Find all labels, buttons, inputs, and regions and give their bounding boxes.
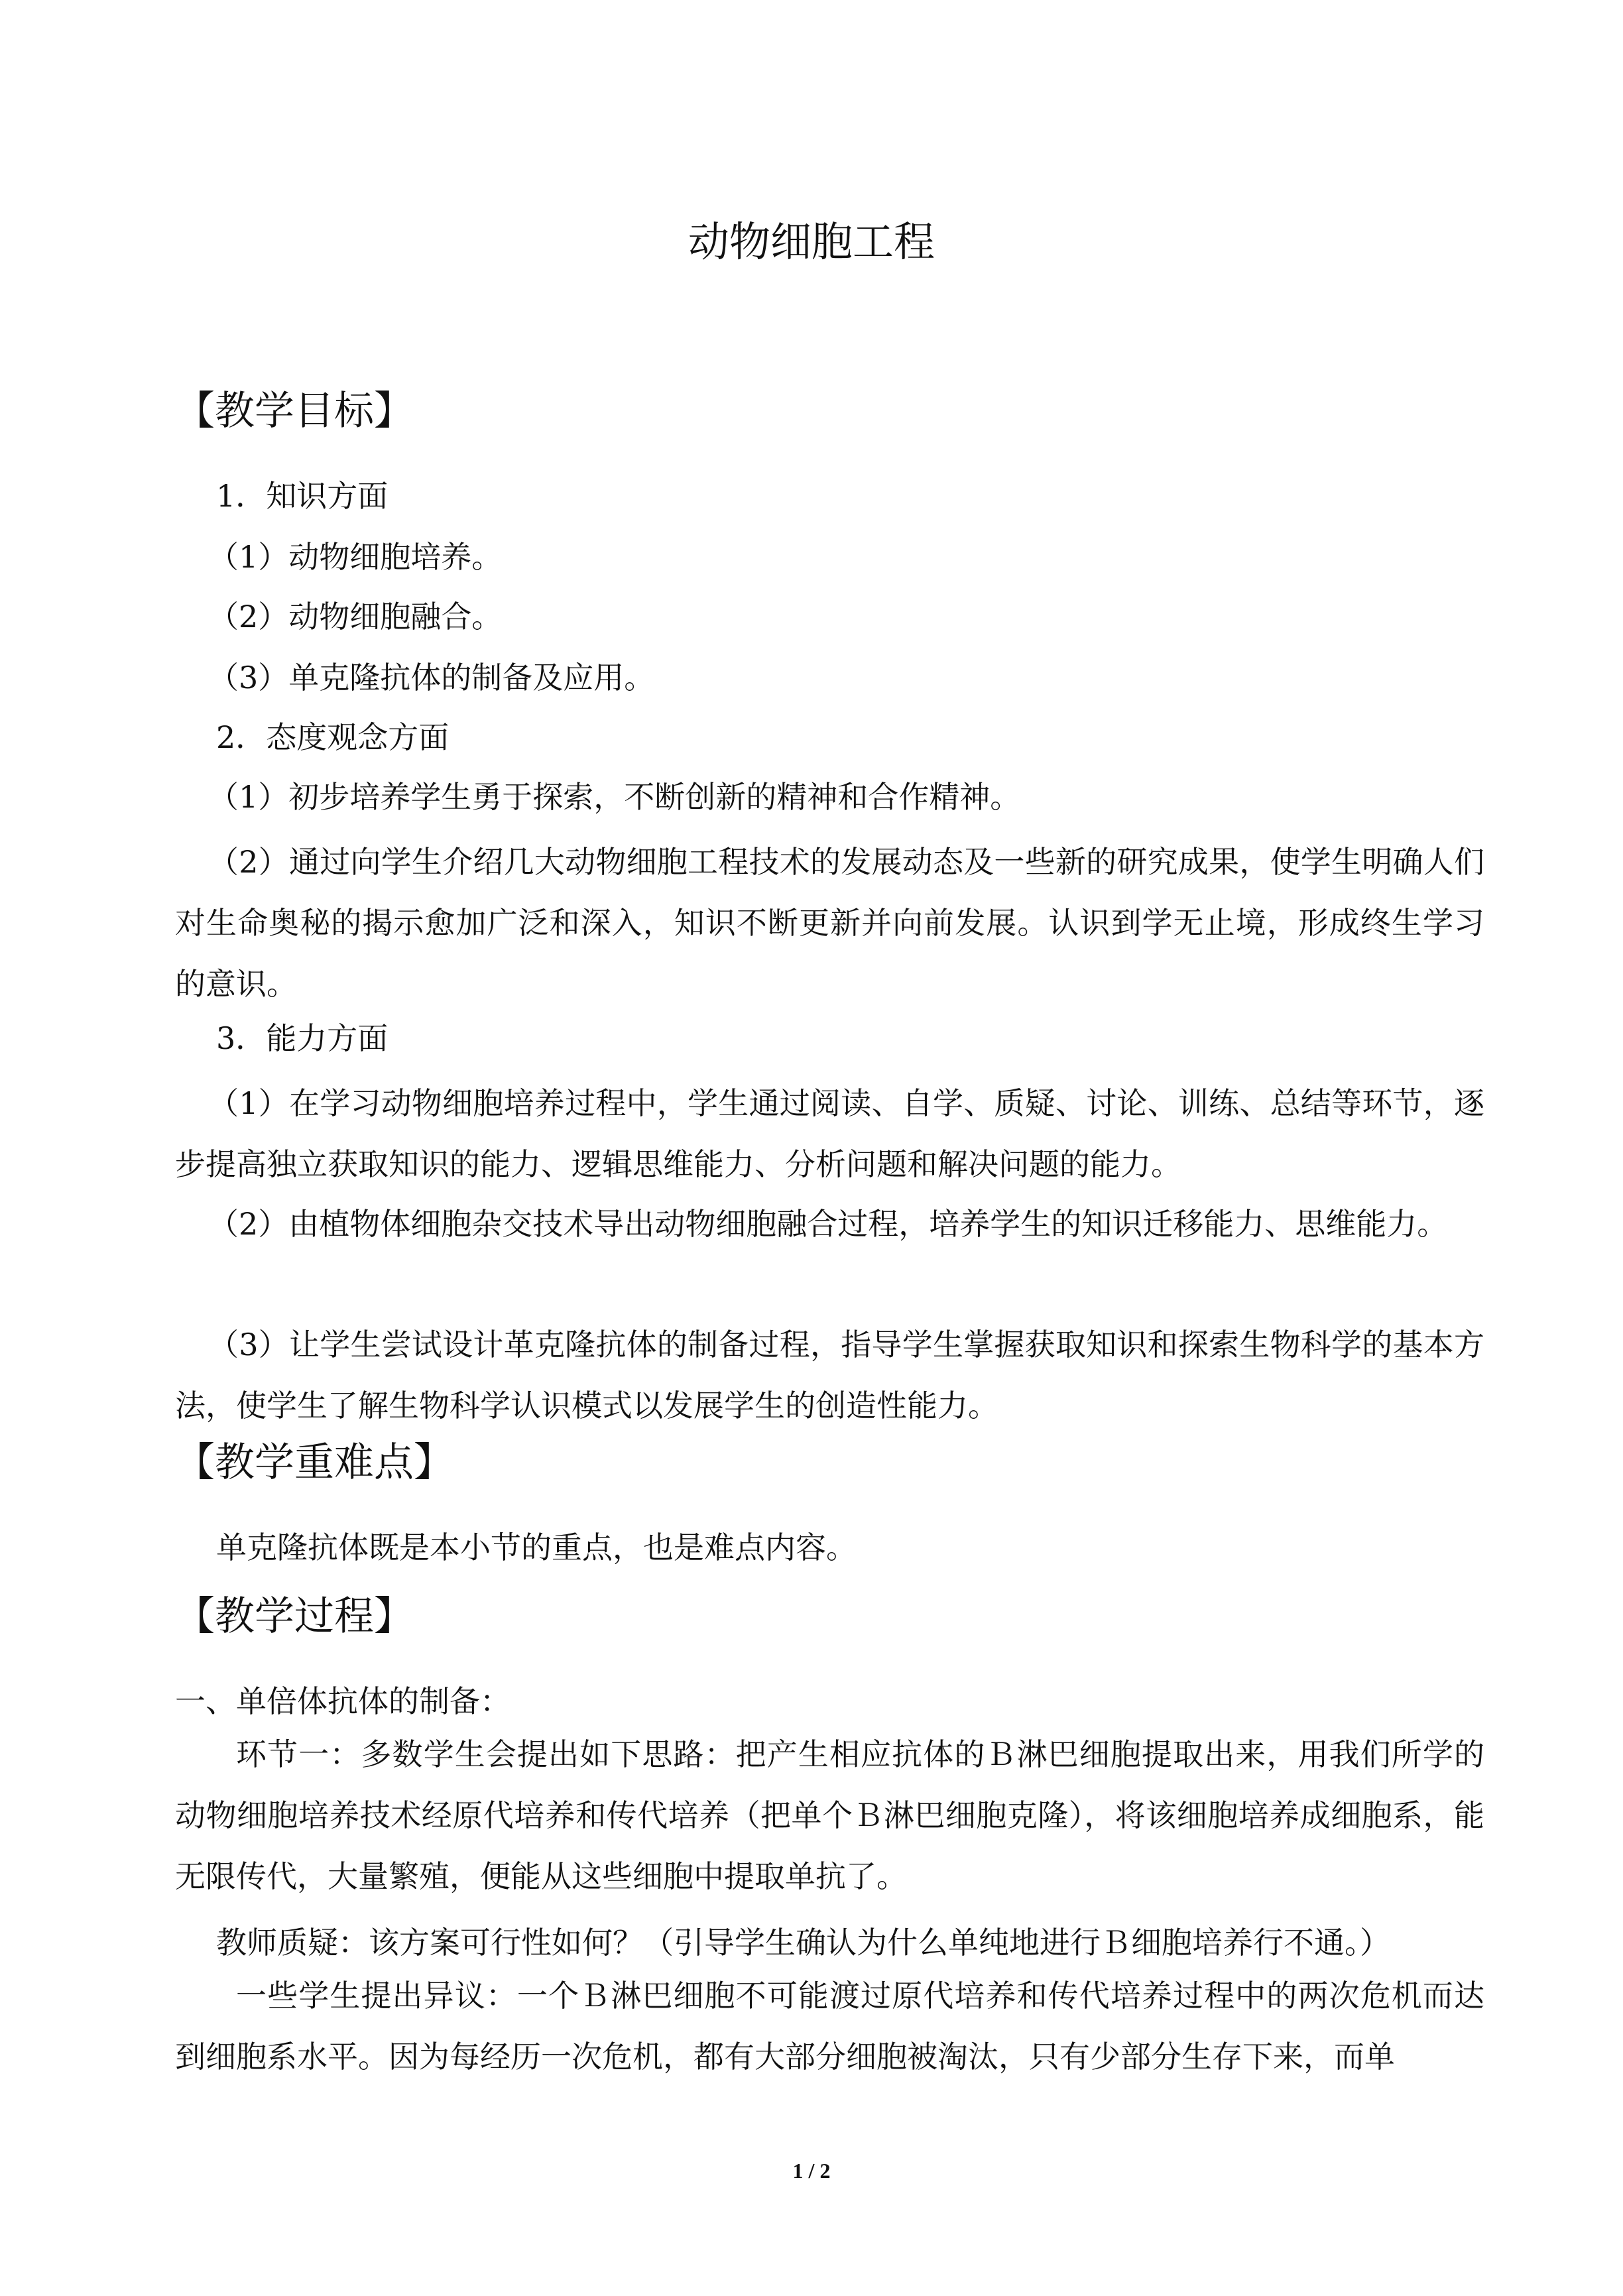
knowledge-title: 1．知识方面 [216, 478, 389, 514]
page-number: 1 / 2 [792, 2159, 831, 2183]
page-title: 动物细胞工程 [688, 217, 935, 266]
key-points-text: 单克隆抗体既是本小节的重点，也是难点内容。 [216, 1530, 857, 1565]
process-heading: 【教学过程】 [175, 1593, 414, 1640]
attitude-item: （1）初步培养学生勇于探索，不断创新的精神和合作精神。 [208, 779, 1021, 815]
attitude-title: 2．态度观念方面 [216, 719, 450, 755]
knowledge-item: （3）单克隆抗体的制备及应用。 [208, 660, 655, 695]
ability-item: （3）让学生尝试设计革克隆抗体的制备过程，指导学生掌握获取知识和探索生物科学的基本方法，使学生了解生物科学认识模式以发展学生的创造性能力。 [175, 1327, 1484, 1423]
ability-item: （1）在学习动物细胞培养过程中，学生通过阅读、自学、质疑、讨论、训练、总结等环节，逐步提高独立获取知识的能力、逻辑思维能力、分析问题和解决问题的能力。 [175, 1085, 1484, 1182]
process-paragraph: 一些学生提出异议：一个Ｂ淋巴细胞不可能渡过原代培养和传代培养过程中的两次危机而达到细胞系水平。因为每经历一次危机，都有大部分细胞被淘汰，只有少部分生存下来，而单 [175, 1978, 1484, 2075]
objectives-heading: 【教学目标】 [175, 388, 414, 434]
knowledge-item: （1）动物细胞培养。 [208, 539, 503, 575]
attitude-item: （2）通过向学生介绍几大动物细胞工程技术的发展动态及一些新的研究成果，使学生明确人们对生命奥秘的揭示愈加广泛和深入，知识不断更新并向前发展。认识到学无止境，形成终生学习的意识。 [175, 844, 1484, 1002]
process-subheading: 一、单倍体抗体的制备： [175, 1683, 511, 1719]
key-points-heading: 【教学重难点】 [175, 1439, 453, 1486]
knowledge-item: （2）动物细胞融合。 [208, 599, 503, 634]
ability-title: 3．能力方面 [216, 1020, 389, 1056]
process-paragraph: 教师质疑：该方案可行性如何？（引导学生确认为什么单纯地进行Ｂ细胞培养行不通。） [216, 1925, 1390, 1961]
process-paragraph: 环节一：多数学生会提出如下思路：把产生相应抗体的Ｂ淋巴细胞提取出来，用我们所学的动物细胞培养技术经原代培养和传代培养（把单个Ｂ淋巴细胞克隆），将该细胞培养成细胞系，能无限传代，大量繁殖，便能从这些细胞中提取单抗了。 [175, 1736, 1484, 1894]
ability-item: （2）由植物体细胞杂交技术导出动物细胞融合过程，培养学生的知识迁移能力、思维能力。 [208, 1206, 1448, 1242]
